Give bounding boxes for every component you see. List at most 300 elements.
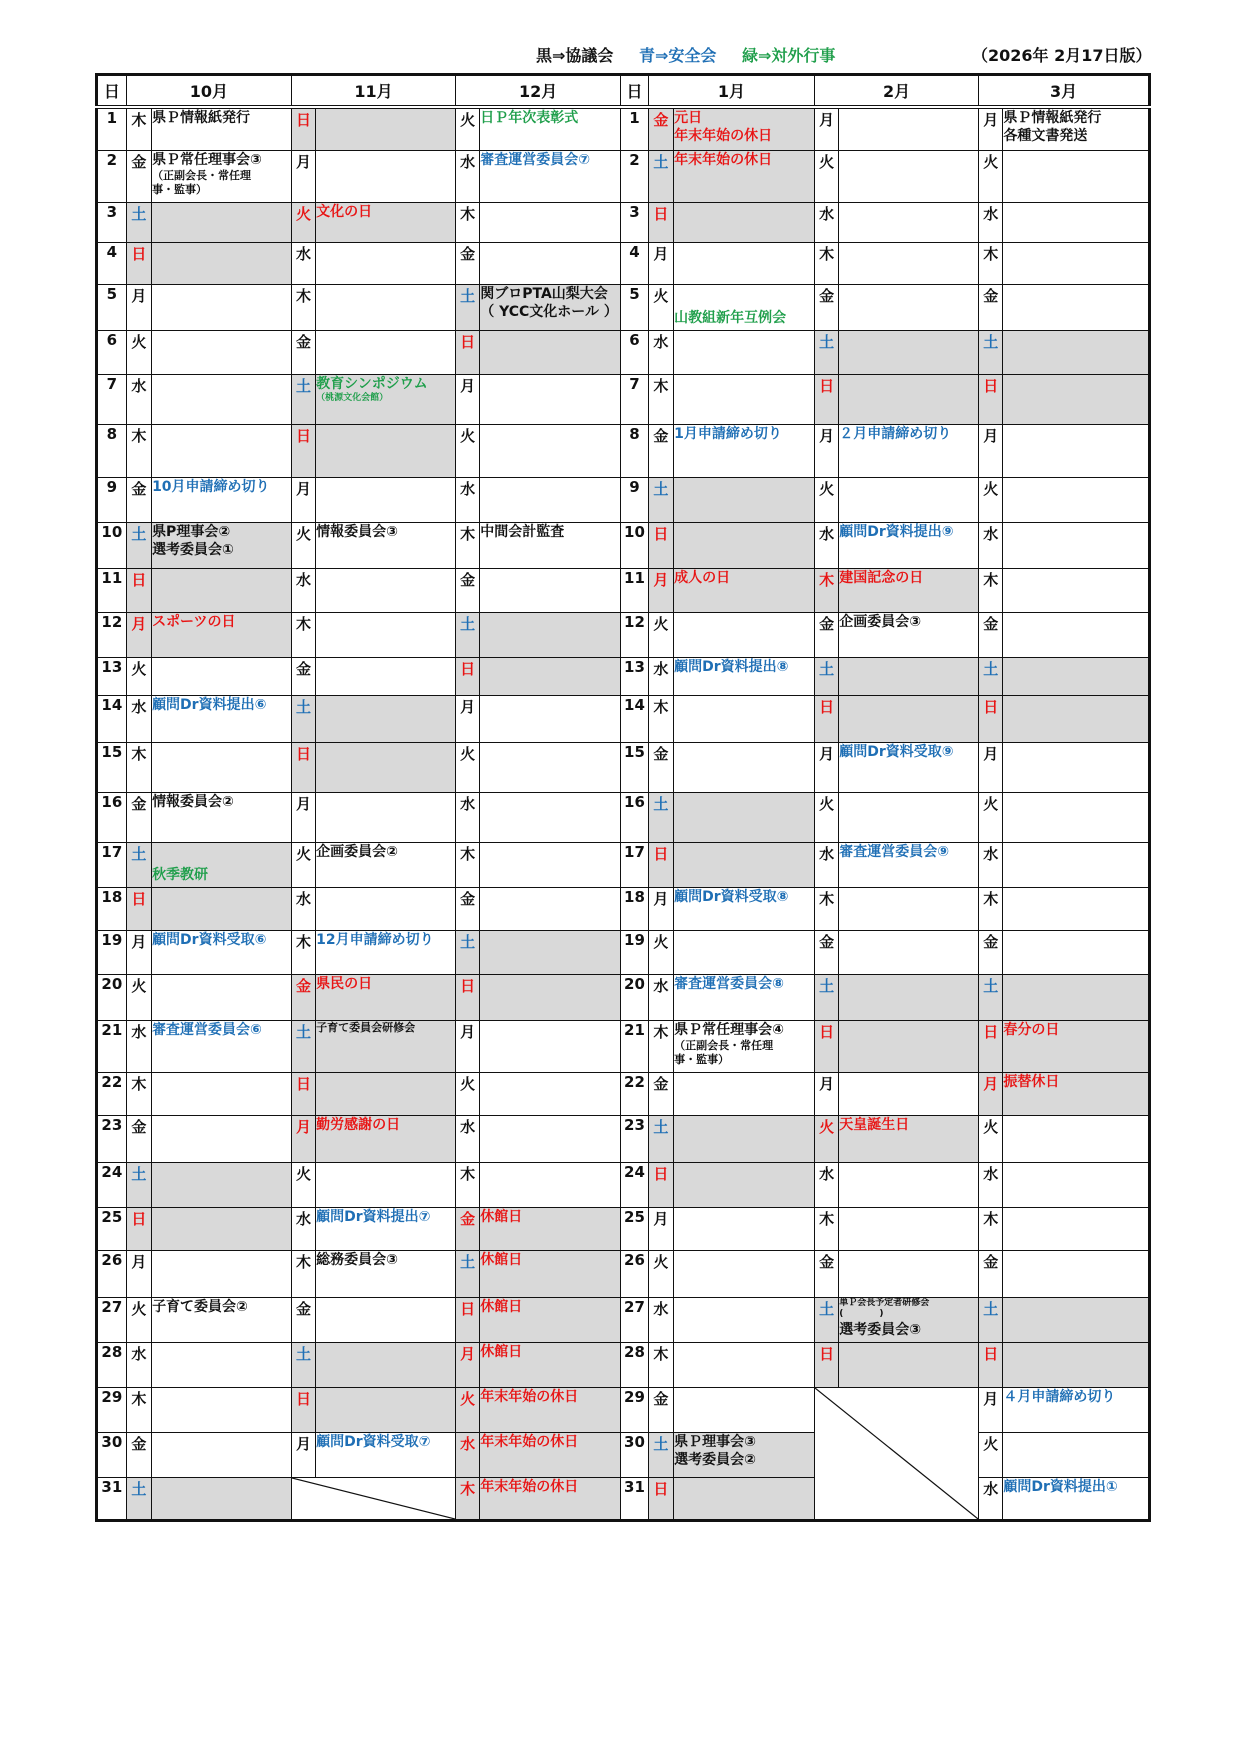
event-cell-nov[interactable] <box>316 1020 456 1072</box>
event-cell-mar[interactable] <box>1003 284 1150 330</box>
event-text: 日Ｐ年次表彰式 <box>480 110 579 126</box>
event-cell-dec[interactable] <box>480 612 621 657</box>
weekday-feb: 火 <box>815 1115 839 1162</box>
event-cell-mar[interactable] <box>1003 1297 1150 1342</box>
event-cell-oct[interactable] <box>152 1207 292 1250</box>
day-row <box>97 695 1150 742</box>
weekday-mar: 木 <box>979 887 1003 930</box>
day-number: 8 <box>621 424 649 477</box>
weekday-oct: 月 <box>126 930 151 974</box>
event-cell-mar[interactable] <box>1003 1207 1150 1250</box>
event-cell-mar[interactable] <box>1003 842 1150 887</box>
event-cell-dec[interactable] <box>480 1387 621 1432</box>
event-cell-mar[interactable] <box>1003 742 1150 792</box>
event-cell-mar[interactable] <box>1003 1477 1150 1520</box>
event-cell-jan[interactable] <box>674 1477 815 1520</box>
event-cell-feb[interactable] <box>839 568 979 612</box>
event-cell-oct[interactable] <box>152 1115 292 1162</box>
event-cell-dec[interactable] <box>480 974 621 1020</box>
event-cell-feb[interactable] <box>839 1020 979 1072</box>
event-cell-mar[interactable] <box>1003 1432 1150 1477</box>
event-cell-jan[interactable] <box>674 284 815 330</box>
event-cell-jan[interactable] <box>674 477 815 522</box>
day-row <box>97 1207 1150 1250</box>
event-cell-mar[interactable] <box>1003 374 1150 424</box>
event-cell-feb[interactable] <box>839 742 979 792</box>
event-cell-oct[interactable] <box>152 284 292 330</box>
event-cell-mar[interactable] <box>1003 1020 1150 1072</box>
weekday-nov: 水 <box>291 1207 315 1250</box>
event-cell-nov[interactable] <box>316 284 456 330</box>
event-cell-nov[interactable] <box>316 242 456 284</box>
event-text: 1月申請締め切り <box>674 425 782 442</box>
day-row <box>97 742 1150 792</box>
day-row <box>97 1477 1150 1520</box>
day-number: 10 <box>621 522 649 568</box>
weekday-nov: 木 <box>291 930 315 974</box>
event-cell-feb[interactable] <box>839 1297 979 1342</box>
weekday-feb: 木 <box>815 1207 839 1250</box>
event-cell-feb[interactable] <box>839 1115 979 1162</box>
header-october: 10月 <box>126 75 291 108</box>
event-cell-feb[interactable] <box>839 202 979 242</box>
event-text: 審査運営委員会⑦ <box>480 151 591 168</box>
event-cell-mar[interactable] <box>1003 612 1150 657</box>
event-cell-jan[interactable] <box>674 842 815 887</box>
event-cell-mar[interactable] <box>1003 1072 1150 1115</box>
event-cell-mar[interactable] <box>1003 242 1150 284</box>
weekday-oct: 金 <box>126 150 151 202</box>
event-cell-nov[interactable] <box>316 1250 456 1297</box>
weekday-feb: 日 <box>815 1020 839 1072</box>
event-cell-dec[interactable] <box>480 1477 621 1520</box>
event-cell-feb[interactable] <box>839 930 979 974</box>
weekday-jan: 日 <box>648 522 673 568</box>
event-cell-feb[interactable] <box>839 887 979 930</box>
event-cell-dec[interactable] <box>480 1250 621 1297</box>
event-text: 選考委員会③ <box>839 1321 922 1338</box>
event-cell-oct[interactable] <box>152 1020 292 1072</box>
weekday-nov: 土 <box>291 1020 315 1072</box>
weekday-dec: 火 <box>456 107 480 150</box>
day-row <box>97 424 1150 477</box>
event-cell-feb[interactable] <box>839 1072 979 1115</box>
event-cell-jan[interactable] <box>674 374 815 424</box>
event-cell-jan[interactable] <box>674 1072 815 1115</box>
event-cell-jan[interactable] <box>674 695 815 742</box>
event-cell-oct[interactable] <box>152 522 292 568</box>
event-cell-dec[interactable] <box>480 1020 621 1072</box>
event-text: 県Ｐ理事会③ <box>674 1433 756 1450</box>
event-cell-dec[interactable] <box>480 1207 621 1250</box>
event-text: 顧問Dr資料提出⑦ <box>316 1208 431 1225</box>
day-row <box>97 1072 1150 1115</box>
event-cell-feb[interactable] <box>839 330 979 374</box>
event-cell-nov[interactable] <box>316 742 456 792</box>
weekday-mar: 土 <box>979 1297 1003 1342</box>
event-cell-mar[interactable] <box>1003 477 1150 522</box>
weekday-jan: 日 <box>648 1162 673 1207</box>
event-cell-nov[interactable] <box>316 1297 456 1342</box>
event-cell-dec[interactable] <box>480 1115 621 1162</box>
event-text: 年末年始の休日 <box>480 1388 579 1405</box>
day-number: 8 <box>97 424 127 477</box>
event-cell-nov[interactable] <box>316 374 456 424</box>
event-cell-nov[interactable] <box>316 842 456 887</box>
event-cell-jan[interactable] <box>674 930 815 974</box>
event-cell-dec[interactable] <box>480 1072 621 1115</box>
weekday-dec: 火 <box>456 742 480 792</box>
event-cell-jan[interactable] <box>674 1115 815 1162</box>
event-cell-oct[interactable] <box>152 150 292 202</box>
event-cell-mar[interactable] <box>1003 974 1150 1020</box>
event-cell-mar[interactable] <box>1003 330 1150 374</box>
event-cell-mar[interactable] <box>1003 695 1150 742</box>
weekday-nov: 金 <box>291 330 315 374</box>
event-cell-oct[interactable] <box>152 930 292 974</box>
version-date: （2026年 2月17日版） <box>972 46 1152 65</box>
event-cell-oct[interactable] <box>152 887 292 930</box>
event-cell-jan[interactable] <box>674 1207 815 1250</box>
event-cell-nov[interactable] <box>316 695 456 742</box>
event-cell-dec[interactable] <box>480 887 621 930</box>
event-cell-jan[interactable] <box>674 1020 815 1072</box>
event-text: 10月申請締め切り <box>152 478 270 495</box>
event-cell-mar[interactable] <box>1003 424 1150 477</box>
event-cell-feb[interactable] <box>839 1342 979 1387</box>
weekday-nov: 日 <box>291 424 315 477</box>
day-number: 3 <box>97 202 127 242</box>
event-cell-jan[interactable] <box>674 107 815 150</box>
event-cell-mar[interactable] <box>1003 1115 1150 1162</box>
event-cell-nov[interactable] <box>316 612 456 657</box>
weekday-oct: 金 <box>126 792 151 842</box>
event-cell-jan[interactable] <box>674 612 815 657</box>
event-cell-feb[interactable] <box>839 242 979 284</box>
weekday-mar: 水 <box>979 1162 1003 1207</box>
day-number: 20 <box>97 974 127 1020</box>
weekday-feb: 木 <box>815 242 839 284</box>
weekday-feb: 水 <box>815 1162 839 1207</box>
weekday-jan: 月 <box>648 1207 673 1250</box>
event-cell-mar[interactable] <box>1003 568 1150 612</box>
event-cell-jan[interactable] <box>674 202 815 242</box>
day-number: 16 <box>97 792 127 842</box>
event-cell-dec[interactable] <box>480 930 621 974</box>
event-cell-oct[interactable] <box>152 842 292 887</box>
event-text: 教育シンポジウム <box>316 375 428 392</box>
event-text: （正副会長・常任理 <box>152 168 252 182</box>
event-text: 顧問Dr資料提出⑨ <box>839 523 954 540</box>
event-cell-feb[interactable] <box>839 657 979 695</box>
weekday-mar: 火 <box>979 1115 1003 1162</box>
schedule-table <box>95 73 1151 1522</box>
event-text: 選考委員会② <box>674 1451 756 1468</box>
event-cell-oct[interactable] <box>152 1477 292 1520</box>
weekday-jan: 土 <box>648 1115 673 1162</box>
weekday-nov: 日 <box>291 742 315 792</box>
weekday-oct: 日 <box>126 242 151 284</box>
event-cell-feb[interactable] <box>839 1207 979 1250</box>
weekday-dec: 土 <box>456 1250 480 1297</box>
event-cell-jan[interactable] <box>674 1250 815 1297</box>
weekday-oct: 火 <box>126 657 151 695</box>
weekday-jan: 月 <box>648 568 673 612</box>
day-row <box>97 1432 1150 1477</box>
day-row <box>97 1250 1150 1297</box>
event-cell-nov[interactable] <box>316 202 456 242</box>
event-cell-oct[interactable] <box>152 1162 292 1207</box>
event-cell-jan[interactable] <box>674 522 815 568</box>
event-cell-feb[interactable] <box>839 284 979 330</box>
event-cell-mar[interactable] <box>1003 657 1150 695</box>
event-cell-jan[interactable] <box>674 424 815 477</box>
event-cell-nov[interactable] <box>316 1207 456 1250</box>
event-cell-dec[interactable] <box>480 1297 621 1342</box>
weekday-dec: 土 <box>456 284 480 330</box>
weekday-nov: 土 <box>291 695 315 742</box>
day-number: 1 <box>621 107 649 150</box>
event-cell-mar[interactable] <box>1003 1387 1150 1432</box>
event-cell-mar[interactable] <box>1003 150 1150 202</box>
event-cell-mar[interactable] <box>1003 202 1150 242</box>
event-cell-dec[interactable] <box>480 657 621 695</box>
event-cell-jan[interactable] <box>674 1162 815 1207</box>
event-cell-feb[interactable] <box>839 695 979 742</box>
event-cell-dec[interactable] <box>480 522 621 568</box>
event-cell-nov[interactable] <box>316 657 456 695</box>
event-cell-dec[interactable] <box>480 742 621 792</box>
event-cell-oct[interactable] <box>152 612 292 657</box>
event-cell-jan[interactable] <box>674 1297 815 1342</box>
event-cell-dec[interactable] <box>480 568 621 612</box>
event-cell-oct[interactable] <box>152 974 292 1020</box>
event-cell-nov[interactable] <box>316 887 456 930</box>
event-cell-dec[interactable] <box>480 242 621 284</box>
event-cell-jan[interactable] <box>674 1387 815 1432</box>
event-text: （ YCC文化ホール ） <box>480 303 618 320</box>
event-cell-oct[interactable] <box>152 477 292 522</box>
header-january: 1月 <box>648 75 814 108</box>
day-number: 3 <box>621 202 649 242</box>
weekday-jan: 木 <box>648 374 673 424</box>
event-cell-nov[interactable] <box>316 107 456 150</box>
event-cell-feb[interactable] <box>839 107 979 150</box>
event-cell-oct[interactable] <box>152 657 292 695</box>
weekday-feb: 土 <box>815 657 839 695</box>
event-cell-dec[interactable] <box>480 330 621 374</box>
day-number: 28 <box>97 1342 127 1387</box>
day-row <box>97 477 1150 522</box>
event-cell-feb[interactable] <box>839 792 979 842</box>
event-cell-oct[interactable] <box>152 1342 292 1387</box>
event-cell-feb[interactable] <box>839 150 979 202</box>
weekday-mar: 火 <box>979 792 1003 842</box>
day-number: 6 <box>97 330 127 374</box>
weekday-jan: 金 <box>648 424 673 477</box>
event-cell-dec[interactable] <box>480 1162 621 1207</box>
event-cell-mar[interactable] <box>1003 792 1150 842</box>
event-cell-nov[interactable] <box>316 1162 456 1207</box>
weekday-nov: 月 <box>291 150 315 202</box>
weekday-mar: 日 <box>979 1020 1003 1072</box>
weekday-nov: 土 <box>291 374 315 424</box>
weekday-mar: 火 <box>979 150 1003 202</box>
event-cell-oct[interactable] <box>152 1250 292 1297</box>
event-text: 子育て委員会研修会 <box>316 1020 416 1034</box>
weekday-feb: 月 <box>815 742 839 792</box>
event-cell-mar[interactable] <box>1003 930 1150 974</box>
event-text: 中間会計監査 <box>480 523 565 540</box>
event-text: 事・監事） <box>674 1052 730 1066</box>
event-cell-oct[interactable] <box>152 1432 292 1477</box>
event-cell-feb[interactable] <box>839 974 979 1020</box>
event-cell-mar[interactable] <box>1003 887 1150 930</box>
event-cell-mar[interactable] <box>1003 1342 1150 1387</box>
event-cell-oct[interactable] <box>152 107 292 150</box>
event-cell-dec[interactable] <box>480 1432 621 1477</box>
day-number: 27 <box>621 1297 649 1342</box>
weekday-jan: 金 <box>648 107 673 150</box>
weekday-feb: 土 <box>815 1297 839 1342</box>
event-text: 情報委員会③ <box>316 523 399 540</box>
day-row <box>97 150 1150 202</box>
event-cell-nov[interactable] <box>316 330 456 374</box>
event-text: 企画委員会② <box>316 843 399 860</box>
event-cell-nov[interactable] <box>316 1342 456 1387</box>
event-cell-dec[interactable] <box>480 842 621 887</box>
event-cell-nov[interactable] <box>316 1387 456 1432</box>
event-cell-feb[interactable] <box>839 612 979 657</box>
event-cell-feb[interactable] <box>839 424 979 477</box>
event-cell-nov[interactable] <box>316 150 456 202</box>
weekday-dec: 月 <box>456 374 480 424</box>
event-text: 企画委員会③ <box>839 613 922 630</box>
event-cell-nov[interactable] <box>316 1072 456 1115</box>
color-legend <box>536 43 855 66</box>
event-cell-jan[interactable] <box>674 242 815 284</box>
event-cell-feb[interactable] <box>839 1250 979 1297</box>
event-cell-jan[interactable] <box>674 150 815 202</box>
day-number: 11 <box>621 568 649 612</box>
event-cell-feb[interactable] <box>839 477 979 522</box>
event-cell-oct[interactable] <box>152 242 292 284</box>
event-cell-jan[interactable] <box>674 742 815 792</box>
event-cell-dec[interactable] <box>480 424 621 477</box>
event-cell-jan[interactable] <box>674 330 815 374</box>
event-cell-oct[interactable] <box>152 374 292 424</box>
event-cell-feb[interactable] <box>839 374 979 424</box>
event-text: 春分の日 <box>1003 1021 1060 1038</box>
event-cell-mar[interactable] <box>1003 1250 1150 1297</box>
day-number: 26 <box>97 1250 127 1297</box>
event-cell-dec[interactable] <box>480 477 621 522</box>
event-cell-jan[interactable] <box>674 974 815 1020</box>
event-cell-jan[interactable] <box>674 887 815 930</box>
day-number: 19 <box>97 930 127 974</box>
event-cell-jan[interactable] <box>674 1342 815 1387</box>
event-cell-nov[interactable] <box>316 1432 456 1477</box>
event-cell-dec[interactable] <box>480 107 621 150</box>
event-cell-nov[interactable] <box>316 792 456 842</box>
weekday-jan: 日 <box>648 1477 673 1520</box>
day-number: 31 <box>621 1477 649 1520</box>
day-number: 21 <box>97 1020 127 1072</box>
day-number: 5 <box>621 284 649 330</box>
weekday-nov: 日 <box>291 1387 315 1432</box>
event-cell-feb[interactable] <box>839 1162 979 1207</box>
event-cell-dec[interactable] <box>480 284 621 330</box>
weekday-oct: 月 <box>126 612 151 657</box>
weekday-oct: 木 <box>126 1387 151 1432</box>
event-cell-oct[interactable] <box>152 1297 292 1342</box>
event-cell-nov[interactable] <box>316 522 456 568</box>
weekday-feb: 火 <box>815 477 839 522</box>
day-number: 25 <box>97 1207 127 1250</box>
weekday-feb: 日 <box>815 695 839 742</box>
day-number: 24 <box>621 1162 649 1207</box>
event-cell-nov[interactable] <box>316 568 456 612</box>
weekday-nov: 土 <box>291 1342 315 1387</box>
event-cell-dec[interactable] <box>480 695 621 742</box>
event-cell-nov[interactable] <box>316 930 456 974</box>
day-number: 17 <box>621 842 649 887</box>
event-cell-jan[interactable] <box>674 792 815 842</box>
event-cell-nov[interactable] <box>316 424 456 477</box>
event-cell-jan[interactable] <box>674 1432 815 1477</box>
event-cell-oct[interactable] <box>152 330 292 374</box>
weekday-dec: 火 <box>456 1387 480 1432</box>
weekday-jan: 金 <box>648 742 673 792</box>
event-cell-oct[interactable] <box>152 424 292 477</box>
event-cell-feb[interactable] <box>839 842 979 887</box>
event-text: 審査運営委員会⑨ <box>839 843 950 860</box>
weekday-nov: 月 <box>291 792 315 842</box>
weekday-oct: 木 <box>126 742 151 792</box>
event-cell-oct[interactable] <box>152 742 292 792</box>
event-cell-oct[interactable] <box>152 202 292 242</box>
event-cell-nov[interactable] <box>316 974 456 1020</box>
event-cell-oct[interactable] <box>152 568 292 612</box>
event-cell-dec[interactable] <box>480 1342 621 1387</box>
event-cell-nov[interactable] <box>316 1115 456 1162</box>
weekday-feb: 金 <box>815 284 839 330</box>
weekday-oct: 火 <box>126 1297 151 1342</box>
day-number: 1 <box>97 107 127 150</box>
event-cell-dec[interactable] <box>480 202 621 242</box>
event-cell-mar[interactable] <box>1003 522 1150 568</box>
event-cell-jan[interactable] <box>674 568 815 612</box>
event-cell-mar[interactable] <box>1003 1162 1150 1207</box>
weekday-dec: 土 <box>456 612 480 657</box>
event-cell-nov[interactable] <box>316 477 456 522</box>
event-cell-oct[interactable] <box>152 792 292 842</box>
weekday-jan: 金 <box>648 1387 673 1432</box>
weekday-jan: 月 <box>648 242 673 284</box>
event-cell-dec[interactable] <box>480 792 621 842</box>
event-cell-oct[interactable] <box>152 1387 292 1432</box>
weekday-feb: 土 <box>815 330 839 374</box>
event-cell-oct[interactable] <box>152 695 292 742</box>
event-cell-feb[interactable] <box>839 522 979 568</box>
event-cell-jan[interactable] <box>674 657 815 695</box>
event-cell-oct[interactable] <box>152 1072 292 1115</box>
event-cell-dec[interactable] <box>480 374 621 424</box>
event-cell-dec[interactable] <box>480 150 621 202</box>
event-cell-mar[interactable] <box>1003 107 1150 150</box>
day-number: 30 <box>97 1432 127 1477</box>
day-row <box>97 1162 1150 1207</box>
